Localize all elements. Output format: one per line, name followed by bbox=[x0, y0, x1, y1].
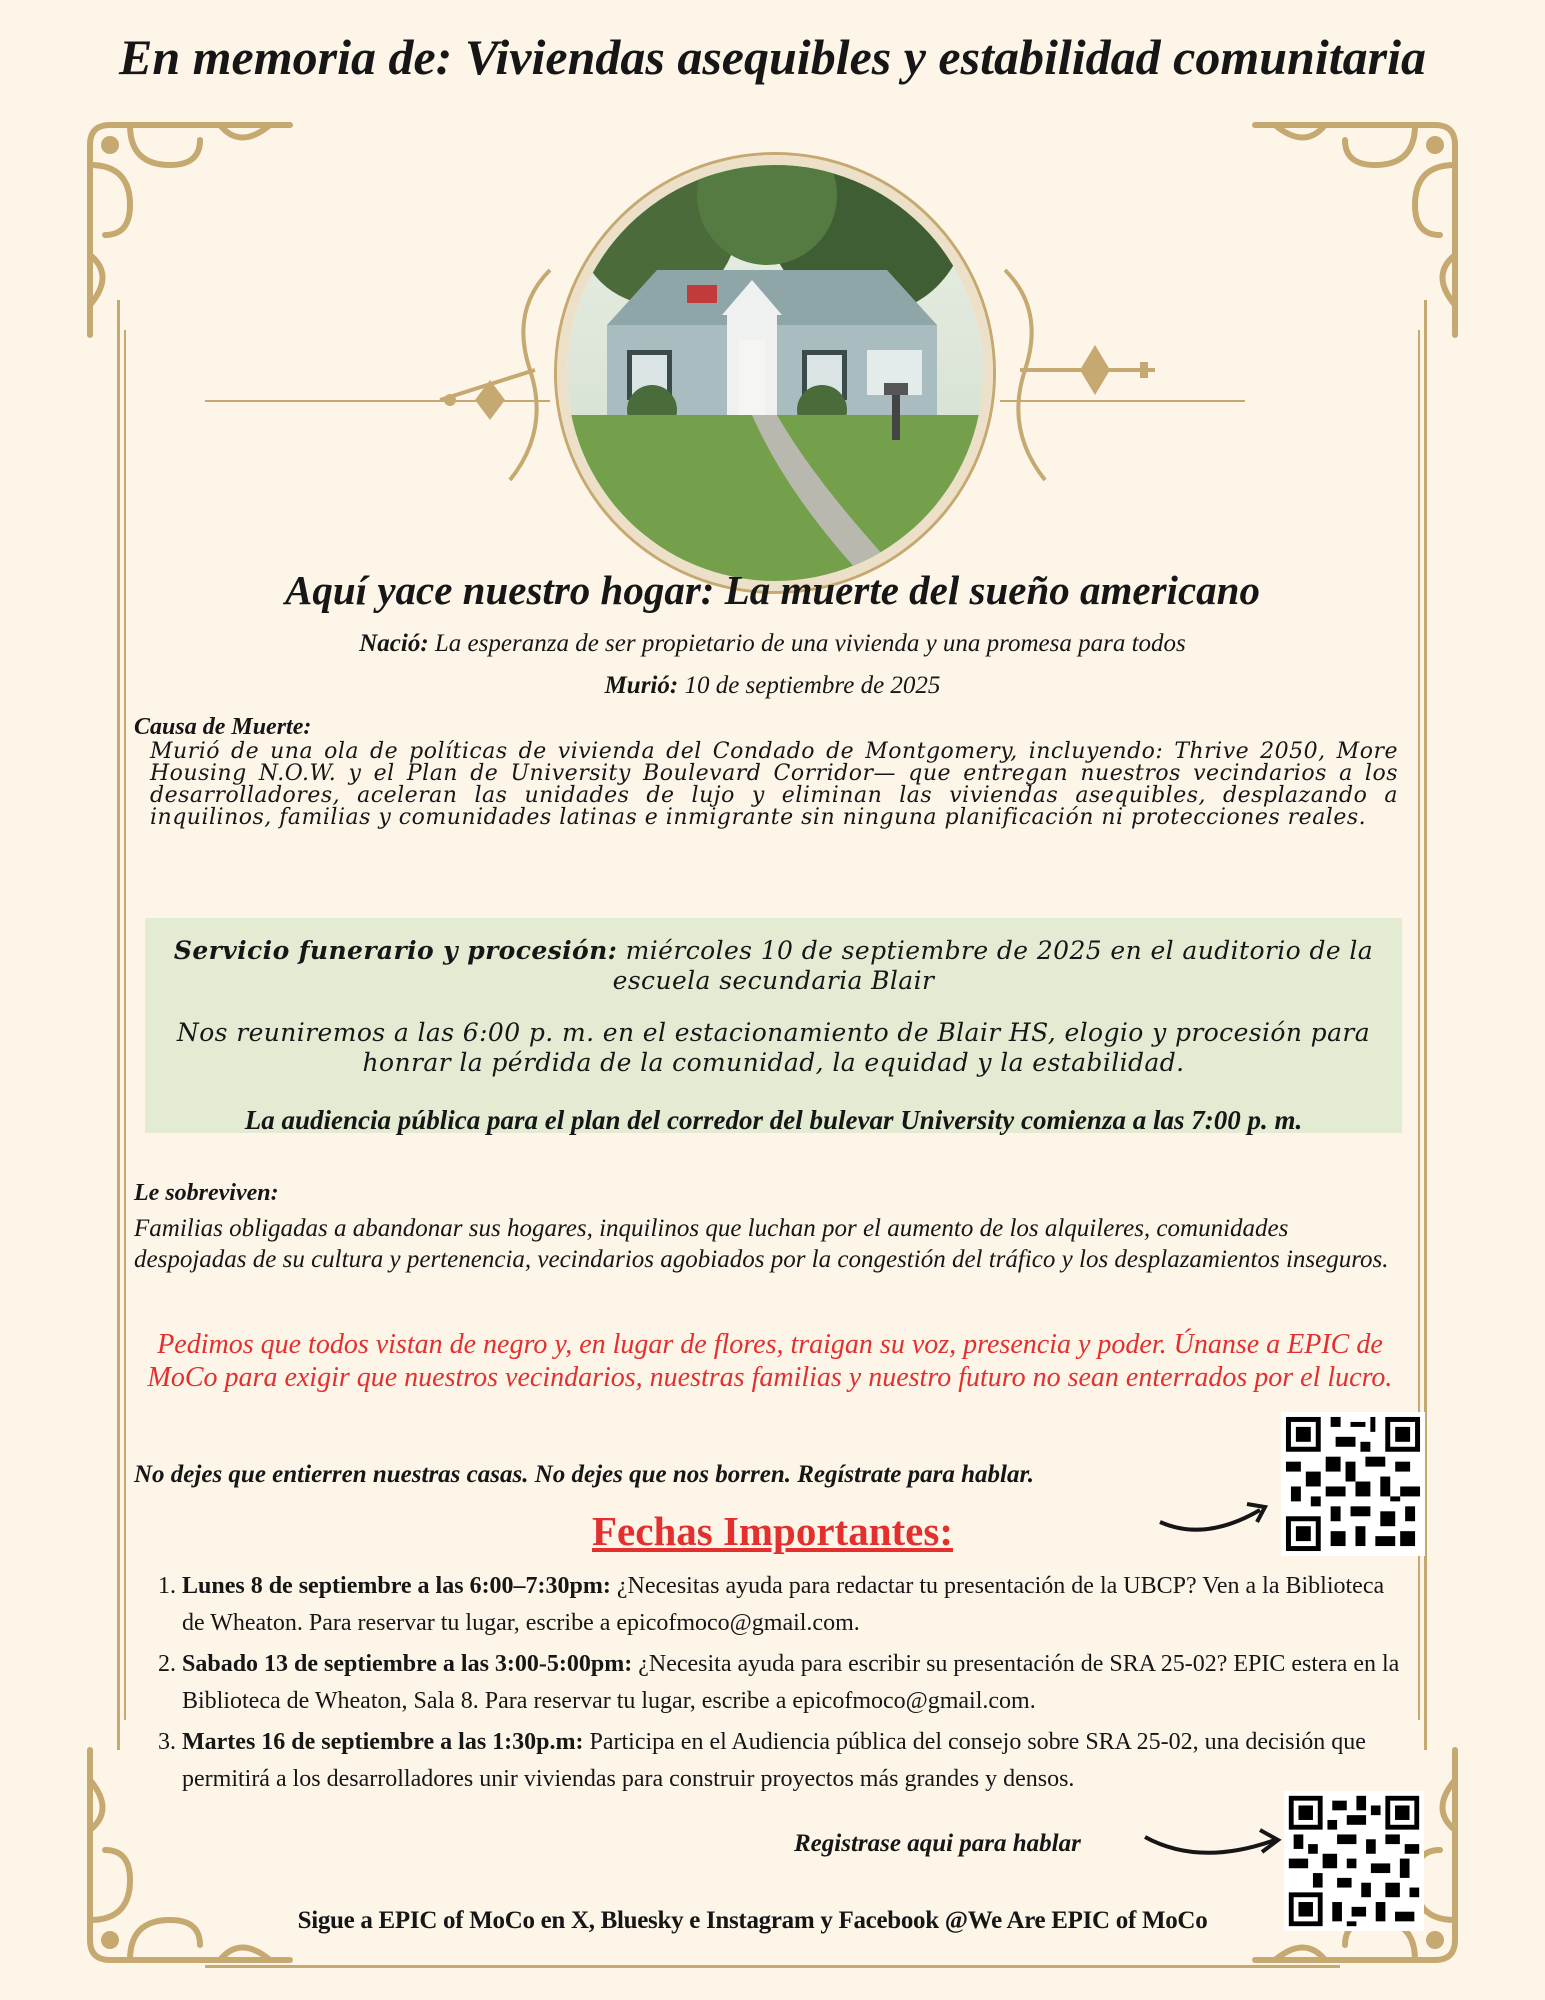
born-line bbox=[0, 630, 1545, 658]
list-number: 3. bbox=[158, 1729, 176, 1755]
date-bold: Lunes 8 de septiembre a las 6:00–7:30pm: bbox=[182, 1573, 611, 1599]
list-number: 1. bbox=[158, 1573, 176, 1599]
corner-ornament-top-right-icon bbox=[1245, 105, 1475, 345]
died-label: Murió: bbox=[604, 672, 679, 699]
date-text: ¿Necesita ayuda para escribir su presentación de SRA 25-02? EPIC estera en la Biblioteca de Wheaton, Sala 8. Para reservar tu lugar, escribe a epicofmoco@gmail.com. bbox=[182, 1651, 1400, 1714]
headline: Aquí yace nuestro hogar: La muerte del sueño americano bbox=[285, 567, 1260, 613]
list-item bbox=[158, 1646, 1408, 1720]
frame-bottom-line bbox=[205, 1965, 1340, 1968]
service-gather: Nos reuniremos a las 6:00 p. m. en el estacionamiento de Blair HS, elogio y procesión para honrar la pérdida de la comunidad, la equidad y la estabilidad. bbox=[176, 1018, 1371, 1077]
list-item bbox=[158, 1724, 1408, 1798]
born-label: Nació: bbox=[359, 630, 429, 657]
service-text: miércoles 10 de septiembre de 2025 en el auditorio de la escuela secundaria Blair bbox=[612, 936, 1374, 995]
born-text: La esperanza de ser propietario de una vivienda y una promesa para todos bbox=[434, 630, 1186, 657]
page-title: En memoria de: Viviendas asequibles y estabilidad comunitaria bbox=[119, 29, 1426, 85]
survivors-text: Familias obligadas a abandonar sus hogares, inquilinos que luchan por el aumento de los alquileres, comunidades despojadas de su cultura y pertenencia, vecindarios agobiados por la congestión del tráfico y los desplazamientos inseguros. bbox=[134, 1215, 1389, 1273]
flourish-right-icon bbox=[985, 250, 1165, 500]
flourish-left-icon bbox=[420, 250, 570, 500]
cause-label: Causa de Muerte: bbox=[134, 714, 312, 740]
died-text: 10 de septiembre de 2025 bbox=[684, 672, 941, 699]
dates-list bbox=[158, 1568, 1408, 1802]
register-text: Registrase aqui para hablar bbox=[794, 1830, 1081, 1857]
call-to-action: Pedimos que todos vistan de negro y, en lugar de flores, traigan su voz, presencia y poder. Únanse a EPIC de MoCo para exigir que nuestros vecindarios, nuestras familias y nuestro futuro no sean enterrados por el lucro. bbox=[147, 1329, 1393, 1393]
service-line bbox=[145, 936, 1402, 996]
arrow-icon bbox=[1140, 1812, 1290, 1872]
survivors-label: Le sobreviven: bbox=[134, 1180, 279, 1206]
died-line bbox=[0, 672, 1545, 700]
date-text: ¿Necesitas ayuda para redactar tu presentación de la UBCP? Ven a la Biblioteca de Wheaton. Para reservar tu lugar, escribe a epicofmoco@gmail.com. bbox=[182, 1573, 1385, 1636]
date-bold: Sabado 13 de septiembre a las 3:00-5:00pm: bbox=[182, 1651, 633, 1677]
corner-ornament-top-left-icon bbox=[70, 105, 300, 345]
fechas-title: Fechas Importantes: bbox=[592, 1508, 953, 1554]
house-photo bbox=[557, 155, 993, 591]
follow-text: Sigue a EPIC of MoCo en X, Bluesky e Instagram y Facebook @We Are EPIC of MoCo bbox=[297, 1907, 1208, 1934]
date-text: Participa en el Audiencia pública del consejo sobre SRA 25-02, una decisión que permitirá a los desarrolladores unir viviendas para construir proyectos más grandes y densos. bbox=[182, 1729, 1366, 1792]
date-bold: Martes 16 de septiembre a las 1:30p.m: bbox=[182, 1729, 584, 1755]
cause-text: Murió de una ola de políticas de vivienda del Condado de Montgomery, incluyendo: Thrive 2050, More Housing N.O.W. y el Plan de University Boulevard Corridor— que entregan nuestros vecindarios a los desarrolladores, aceleran las unidades de lujo y eliminan las viviendas asequibles, desplazando a inquilinos, familias y comunidades latinas e inmigrante sin ninguna planificación ni protecciones reales. bbox=[150, 739, 1398, 830]
service-label: Servicio funerario y procesión: bbox=[173, 936, 618, 965]
service-hearing: La audiencia pública para el plan del corredor del bulevar University comienza a las 7:00 p. m. bbox=[244, 1105, 1303, 1135]
list-number: 2. bbox=[158, 1651, 176, 1677]
list-item bbox=[158, 1568, 1408, 1642]
house-illustration-icon bbox=[567, 165, 983, 581]
no-dejes-text: No dejes que entierren nuestras casas. No dejes que nos borren. Regístrate para hablar. bbox=[134, 1461, 1035, 1488]
